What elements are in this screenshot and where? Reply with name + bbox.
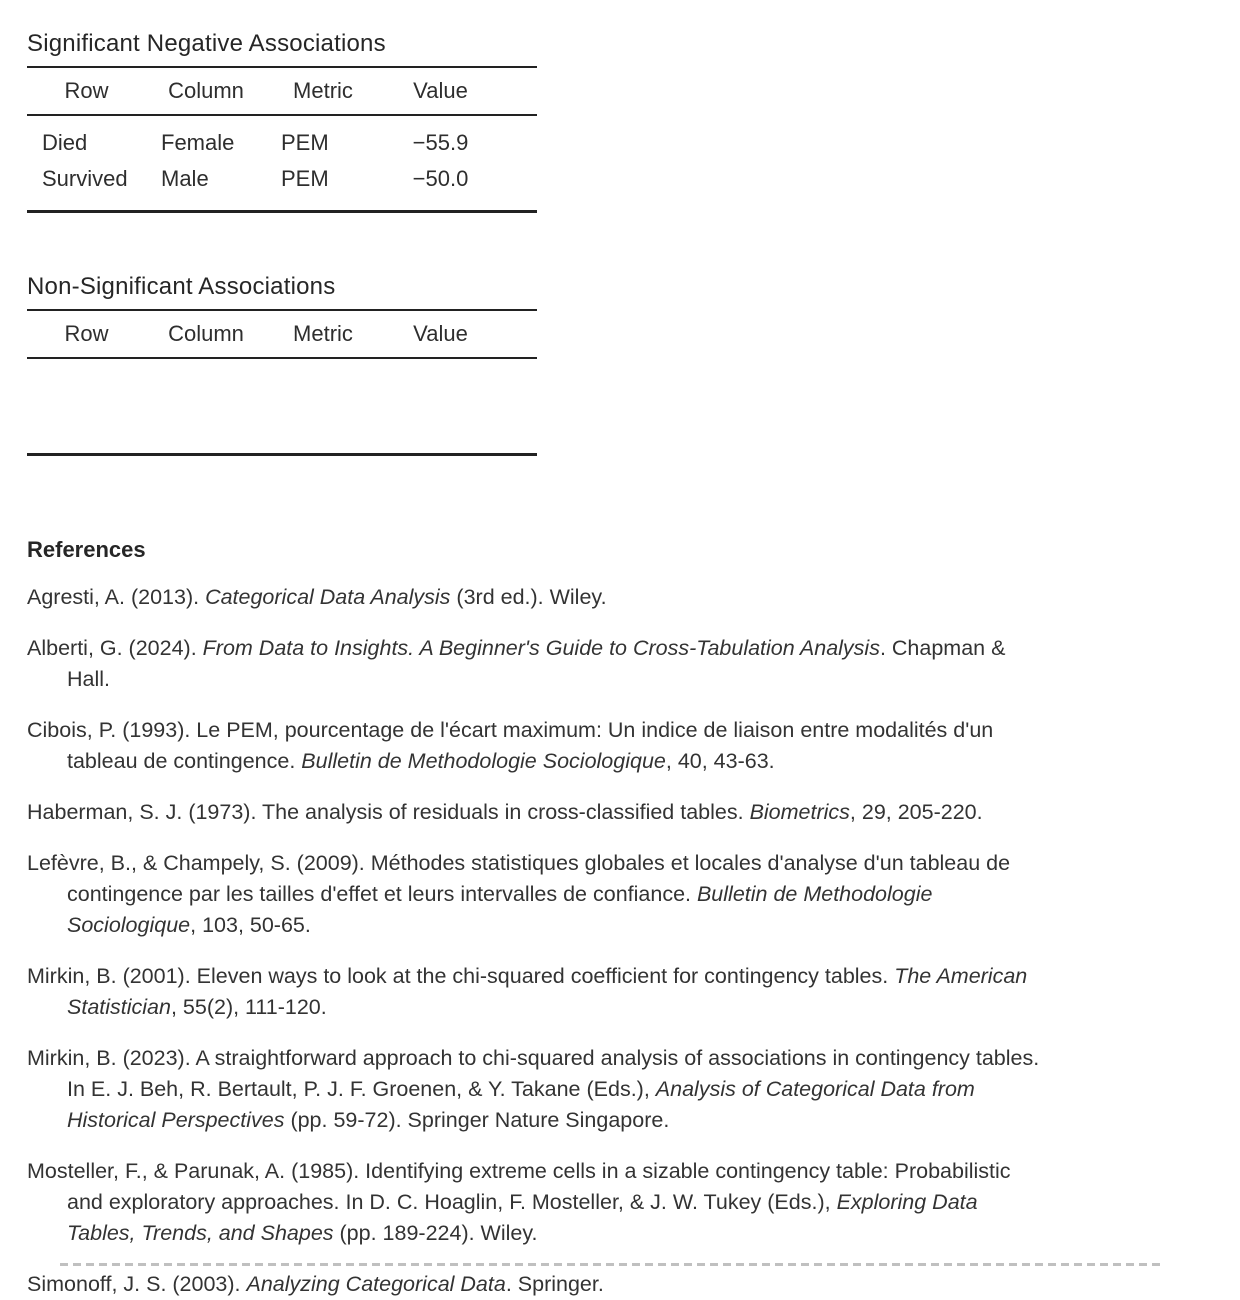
non-significant-associations-title: Non-Significant Associations xyxy=(27,273,336,300)
reference-text: (pp. 59-72). Springer Nature Singapore. xyxy=(284,1108,670,1132)
reference-text: Lefèvre, B., & Champely, S. (2009). Méthodes statistiques globales et locales d'analyse d'un tableau de contingence par les tailles d'effet et leurs intervalles de confiance. xyxy=(27,851,1011,906)
reference-text: Mirkin, B. (2001). Eleven ways to look at the chi-squared coefficient for contingency tables. xyxy=(27,964,895,988)
empty-table-row xyxy=(27,358,537,455)
reference-text: , 40, 43-63. xyxy=(665,749,775,773)
column-header-column: Column xyxy=(146,310,266,358)
header-row xyxy=(27,310,537,358)
reference-text: (3rd ed.). Wiley. xyxy=(450,585,607,609)
reference-text: Mirkin, B. (2023). A straightforward approach to chi-squared analysis of associations in contingency tables. In E. J. Beh, R. Bertault, P. J. F. Groenen, & Y. Takane (Eds.), xyxy=(27,1046,1040,1101)
table-header xyxy=(27,67,537,115)
non-significant-associations-table xyxy=(27,309,537,456)
reference-work-title: From Data to Insights. A Beginner's Guide to Cross-Tabulation Analysis xyxy=(202,636,880,660)
reference-entry xyxy=(27,715,1047,777)
column-header-column: Column xyxy=(146,67,266,115)
table-body xyxy=(27,358,537,455)
table-cell: Died xyxy=(42,130,88,155)
table-row xyxy=(27,161,537,212)
reference-work-title: Bulletin de Methodologie Sociologique xyxy=(301,749,666,773)
reference-entry xyxy=(27,961,1047,1023)
column-header-metric: Metric xyxy=(266,67,380,115)
reference-work-title: Categorical Data Analysis xyxy=(205,585,451,609)
reference-entry xyxy=(27,797,1047,828)
references-section xyxy=(27,537,1213,1300)
column-header-metric: Metric xyxy=(266,310,380,358)
reference-text: Haberman, S. J. (1973). The analysis of residuals in cross-classified tables. xyxy=(27,800,750,824)
column-header-value: Value xyxy=(380,67,537,115)
table-cell: −55.9 xyxy=(412,130,469,155)
reference-work-title: Bulletin de Methodologie Sociologique xyxy=(67,882,933,937)
reference-text: Alberti, G. (2024). xyxy=(27,636,203,660)
reference-text: Cibois, P. (1993). Le PEM, pourcentage de l'écart maximum: Un indice de liaison entre modalités d'un tableau de contingence. xyxy=(27,718,994,773)
empty-cell xyxy=(27,358,537,455)
reference-entry xyxy=(27,633,1047,695)
reference-entry xyxy=(27,582,1047,613)
non-significant-associations-section xyxy=(27,273,1213,456)
table-cell: Female xyxy=(161,130,235,155)
significant-negative-associations-title: Significant Negative Associations xyxy=(27,30,386,57)
reference-work-title: Biometrics xyxy=(749,800,850,824)
table-row xyxy=(27,115,537,161)
table-cell: −50.0 xyxy=(412,166,469,191)
table-cell: PEM xyxy=(281,166,329,191)
reference-text: (pp. 189-224). Wiley. xyxy=(333,1221,538,1245)
reference-work-title: Exploring Data Tables, Trends, and Shapes xyxy=(67,1190,978,1245)
reference-work-title: The American Statistician xyxy=(67,964,1028,1019)
reference-text: , 103, 50-65. xyxy=(190,913,311,937)
reference-work-title: Analysis of Categorical Data from Historical Perspectives xyxy=(67,1077,975,1132)
significant-negative-associations-table xyxy=(27,66,537,213)
table-cell: PEM xyxy=(281,130,329,155)
column-header-value: Value xyxy=(380,310,537,358)
reference-text: . Chapman & Hall. xyxy=(67,636,1006,691)
table-header xyxy=(27,310,537,358)
reference-text: . Springer. xyxy=(505,1272,604,1296)
reference-text: , 29, 205-220. xyxy=(849,800,983,824)
references-heading: References xyxy=(27,537,146,562)
reference-text: Mosteller, F., & Parunak, A. (1985). Identifying extreme cells in a sizable contingency table: Probabilistic and exploratory approaches. In D. C. Hoaglin, F. Mosteller, & J. W. Tukey (Eds.), xyxy=(27,1159,1011,1214)
reference-work-title: Analyzing Categorical Data xyxy=(246,1272,506,1296)
reference-text: , 55(2), 111-120. xyxy=(170,995,327,1019)
reference-entry xyxy=(27,1156,1047,1249)
table-cell: Male xyxy=(161,166,209,191)
reference-text: Agresti, A. (2013). xyxy=(27,585,206,609)
clipped-next-line-top xyxy=(60,1263,1160,1266)
header-row xyxy=(27,67,537,115)
table-cell: Survived xyxy=(42,166,128,191)
significant-negative-associations-section xyxy=(27,30,1213,213)
references-list xyxy=(27,582,1213,1300)
reference-text: Simonoff, J. S. (2003). xyxy=(27,1272,247,1296)
table-body xyxy=(27,115,537,212)
reference-entry xyxy=(27,1269,1047,1300)
column-header-row: Row xyxy=(27,67,146,115)
reference-entry xyxy=(27,848,1047,941)
reference-entry xyxy=(27,1043,1047,1136)
column-header-row: Row xyxy=(27,310,146,358)
